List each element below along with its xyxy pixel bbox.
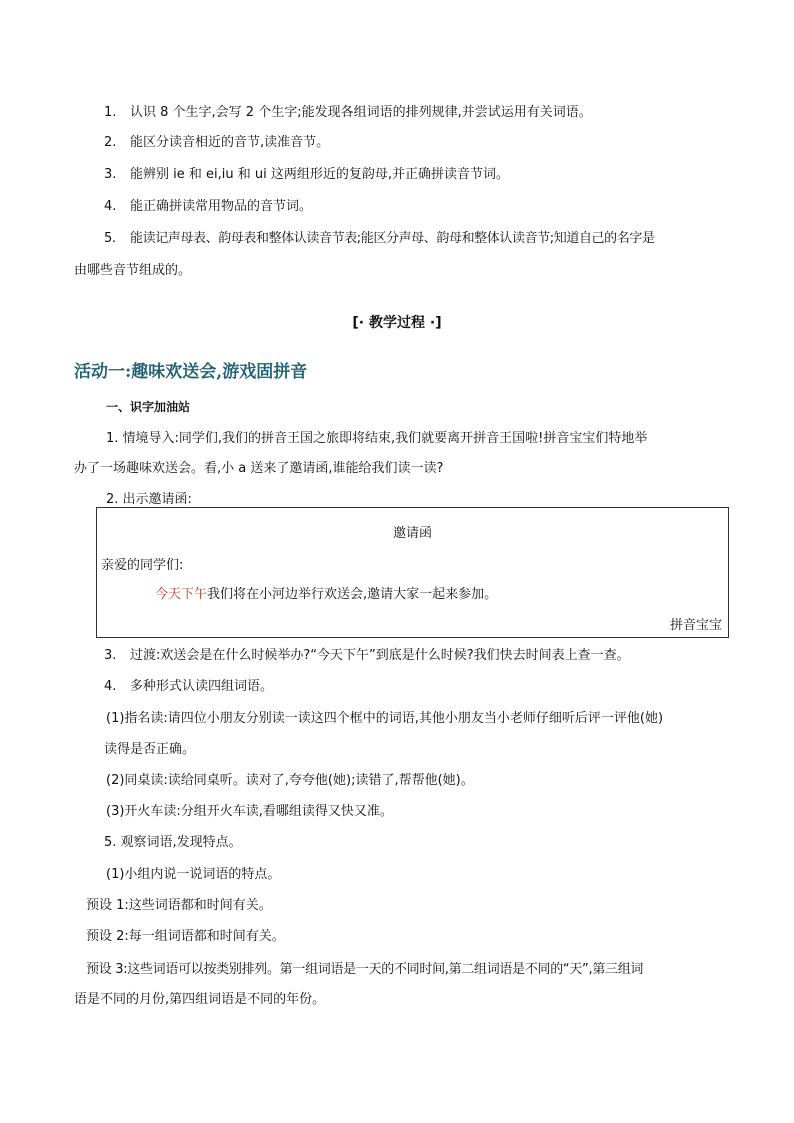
invitation-signature: 拼音宝宝: [669, 618, 722, 633]
step-2: 2. 出示邀请函:: [106, 492, 192, 507]
step-5: 5. 观察词语,发现特点。: [104, 835, 242, 850]
sub-step-1-line-1: (1)指名读:请四位小朋友分别读一读这四个框中的词语,其他小朋友当小老师仔细听后评一评他(她): [106, 711, 664, 726]
step-3: [104, 647, 630, 665]
objective-4: [104, 198, 312, 216]
sub-step-3: (3)开火车读:分组开火车读,看哪组读得又快又准。: [106, 804, 393, 819]
objective-number: 2.: [104, 135, 117, 150]
objective-text: 能区分读音相近的音节,读准音节。: [130, 135, 330, 150]
step-number: 4.: [104, 679, 117, 694]
sub-heading: 一、识字加油站: [106, 400, 191, 414]
invitation-body: 我们将在小河边举行欢送会,邀请大家一起来参加。: [207, 587, 498, 602]
sub-step-2: (2)同桌读:读给同桌听。读对了,夸夸他(她);读错了,帮帮他(她)。: [106, 773, 474, 788]
invitation-box: [96, 507, 729, 638]
objective-text: 认识 8 个生字,会写 2 个生字;能发现各组词语的排列规律,并尝试运用有关词语。: [130, 105, 592, 120]
invitation-body-line: [155, 583, 497, 602]
objective-number: 4.: [104, 199, 117, 214]
preset-1: 预设 1:这些词语都和时间有关。: [86, 898, 272, 913]
section-title: [· 教学过程 ·]: [352, 315, 442, 331]
invitation-greeting: 亲爱的同学们:: [101, 558, 184, 573]
step-text: 过渡:欢送会是在什么时候举办?“今天下午”到底是什么时候?我们快去时间表上查一查。: [130, 648, 630, 663]
objective-number: 3.: [104, 167, 117, 182]
objective-5-continuation: 由哪些音节组成的。: [74, 263, 192, 278]
objective-2: [104, 134, 329, 152]
objective-text: 能辨别 ie 和 ei,iu 和 ui 这两组形近的复韵母,并正确拼读音节词。: [130, 167, 509, 182]
step-1-line-1: 1. 情境导入:同学们,我们的拼音王国之旅即将结束,我们就要离开拼音王国啦!拼音宝宝们特地举: [106, 431, 648, 446]
preset-2: 预设 2:每一组词语都和时间有关。: [86, 929, 285, 944]
activity-title: 活动一:趣味欢送会,游戏固拼音: [74, 362, 308, 382]
objective-5: [104, 230, 655, 248]
objective-1: [104, 104, 592, 122]
invitation-highlight: 今天下午: [155, 587, 208, 602]
objective-number: 5.: [104, 231, 116, 246]
objective-number: 1.: [104, 105, 117, 120]
step-number: 3.: [104, 648, 117, 663]
preset-3-line-2: 语是不同的月份,第四组词语是不同的年份。: [74, 992, 326, 1007]
objective-text: 能正确拼读常用物品的音节词。: [130, 199, 313, 214]
invitation-title: 邀请函: [392, 526, 432, 541]
sub-step-5-1: (1)小组内说一说词语的特点。: [106, 867, 281, 882]
step-1-line-2: 办了一场趣味欢送会。看,小 a 送来了邀请函,谁能给我们读一读?: [74, 461, 444, 476]
step-text: 多种形式认读四组词语。: [130, 679, 274, 694]
step-4: [104, 678, 273, 696]
objective-text: 能读记声母表、韵母表和整体认读音节表;能区分声母、韵母和整体认读音节;知道自己的名字是: [130, 231, 655, 246]
sub-step-1-line-2: 读得是否正确。: [104, 742, 196, 757]
objective-3: [104, 166, 509, 184]
preset-3-line-1: 预设 3:这些词语可以按类别排列。第一组词语是一天的不同时间,第二组词语是不同的“天”,第三组词: [86, 962, 644, 977]
